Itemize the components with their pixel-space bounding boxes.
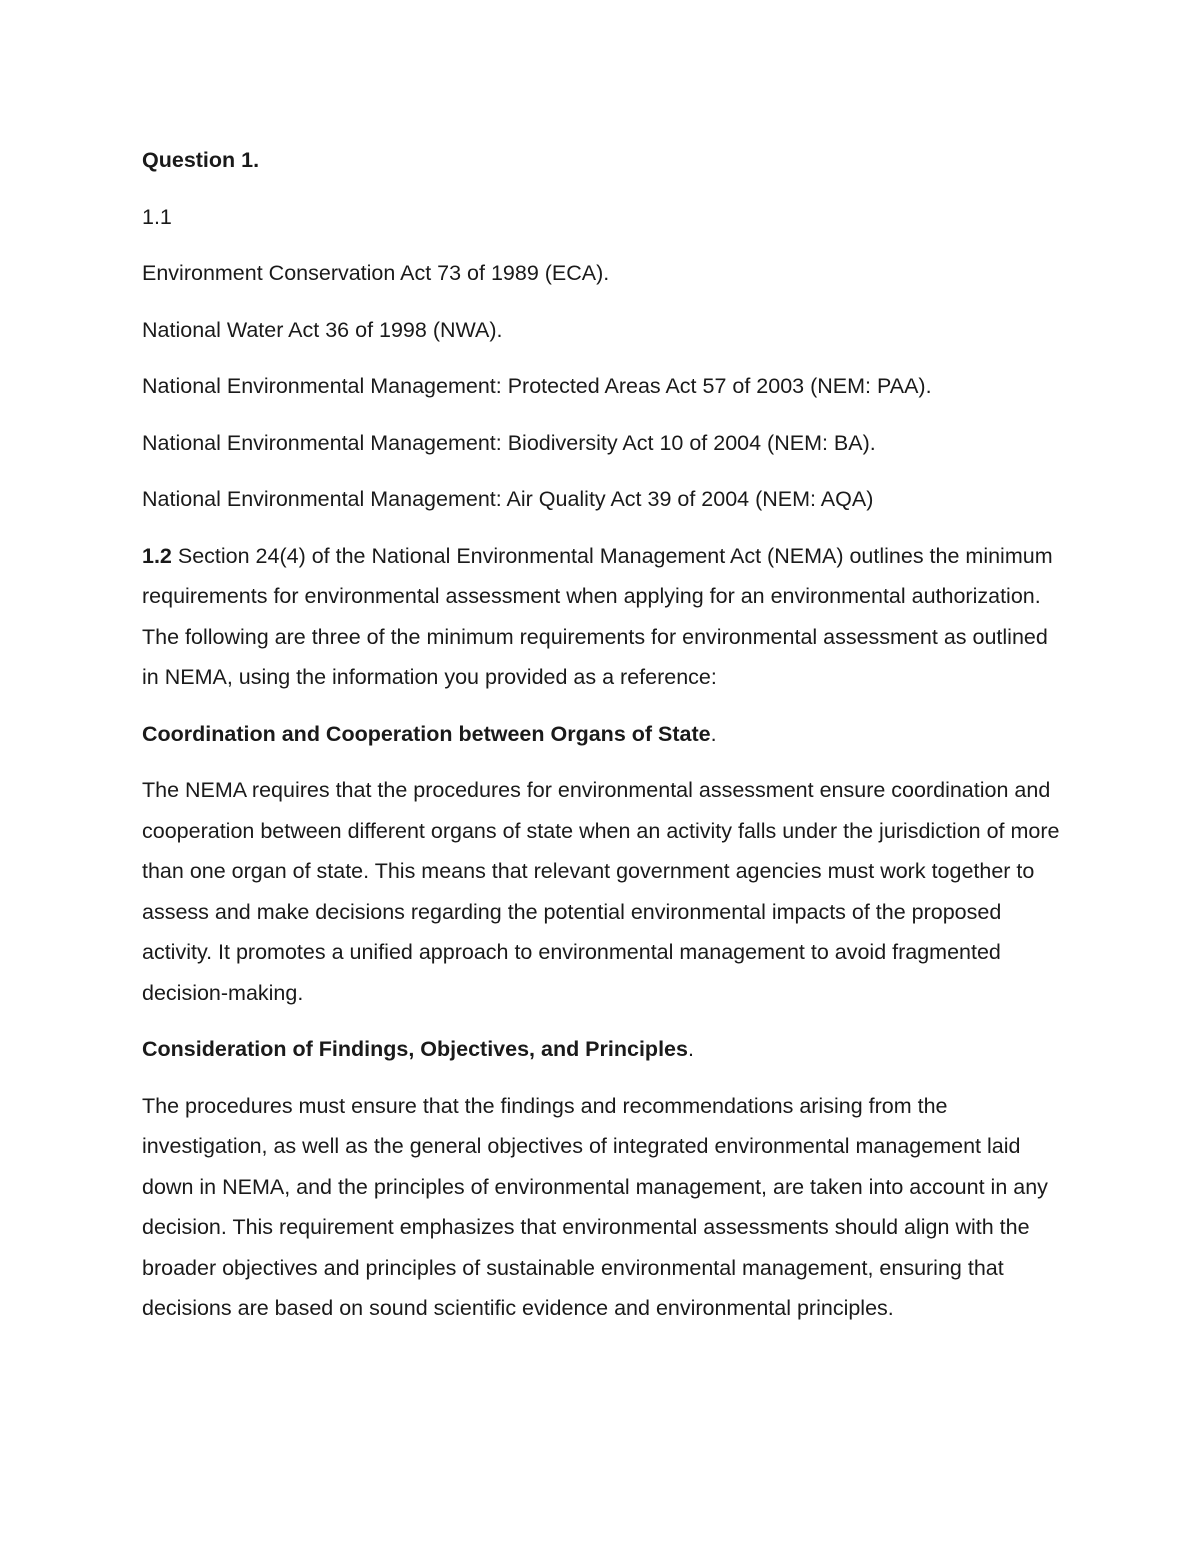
document-content: [142, 140, 1062, 1345]
act-item: Environment Conservation Act 73 of 1989 (ECA).: [142, 261, 610, 285]
paragraph-text: Section 24(4) of the National Environmental Management Act (NEMA) outlines the minimum requirements for environmental assessment when applying for an environmental authorization. The following are three of the minimum requirements for environmental assessment as outlined in NEMA, using the information you provided as a reference:: [142, 543, 1053, 689]
section-body: The procedures must ensure that the findings and recommendations arising from the investigation, as well as the general objectives of integrated environmental management laid down in NEMA, and the principles of environmental management, are taken into account in any decision. This requirement emphasizes that environmental assessments should align with the broader objectives and principles of sustainable environmental management, ensuring that decisions are based on sound scientific evidence and environmental principles.: [142, 1093, 1048, 1320]
act-item: National Water Act 36 of 1998 (NWA).: [142, 317, 503, 342]
section-heading-text: Consideration of Findings, Objectives, and Principles: [142, 1037, 688, 1061]
section-heading-suffix: .: [687, 1037, 694, 1061]
act-item: National Environmental Management: Air Quality Act 39 of 2004 (NEM: AQA): [142, 487, 874, 511]
subquestion-number: 1.1: [142, 204, 172, 229]
subquestion-number: 1.2: [142, 543, 172, 568]
section-body: The NEMA requires that the procedures for environmental assessment ensure coordination and cooperation between different organs of state when an activity falls under the jurisdiction of more than one organ of state. This means that relevant government agencies must work together to assess and make decisions regarding the potential environmental impacts of the proposed activity. It promotes a unified approach to environmental management to avoid fragmented decision-making.: [142, 778, 1060, 1005]
section-heading: [142, 714, 1062, 755]
act-item: National Environmental Management: Biodiversity Act 10 of 2004 (NEM: BA).: [142, 430, 876, 455]
act-item: National Environmental Management: Protected Areas Act 57 of 2003 (NEM: PAA).: [142, 374, 932, 398]
subquestion-1-2-paragraph: [142, 536, 1062, 698]
section-heading: [142, 1029, 1062, 1070]
question-title: Question 1.: [142, 148, 260, 172]
section-heading-text: Coordination and Cooperation between Organs of State: [142, 721, 711, 746]
section-heading-suffix: .: [710, 721, 717, 746]
